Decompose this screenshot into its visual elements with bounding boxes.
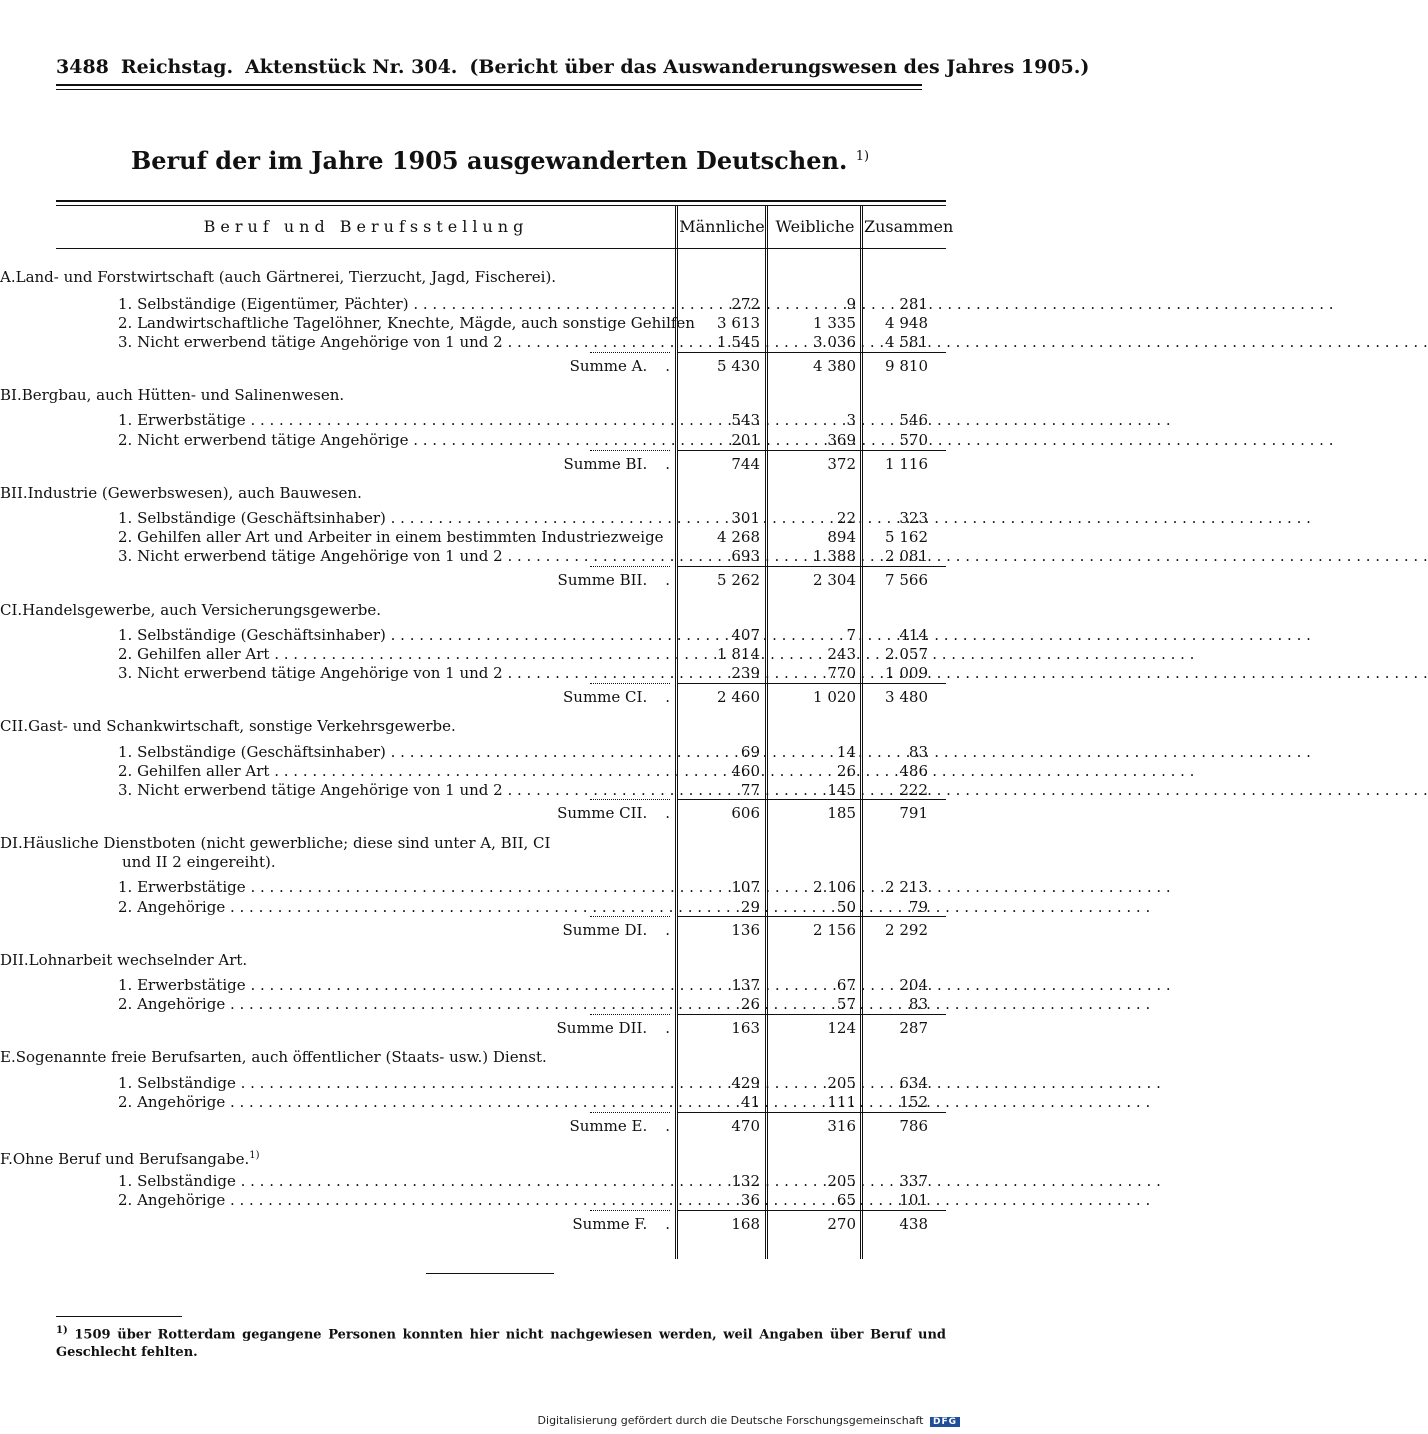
table-row xyxy=(0,547,1000,566)
sum-row xyxy=(0,1117,1000,1136)
male-count: 429 xyxy=(731,1074,760,1092)
row-label xyxy=(0,951,247,970)
female-count: 2 106 xyxy=(813,878,856,896)
female-count: 65 xyxy=(836,1191,856,1209)
total-count: 4 948 xyxy=(885,314,928,332)
table-row xyxy=(0,878,1000,897)
table-row xyxy=(0,411,1000,430)
table-header-rule xyxy=(56,248,946,249)
row-label-text: 1. Erwerbstätige xyxy=(118,878,246,896)
row-label xyxy=(0,834,550,853)
table-title-text: Beruf der im Jahre 1905 ausgewanderten Deutschen. xyxy=(130,146,848,175)
sum-rule-dotted xyxy=(590,916,670,917)
female-count: 270 xyxy=(827,1215,856,1233)
row-label xyxy=(0,386,344,405)
row-label xyxy=(118,743,668,762)
female-count: 9 xyxy=(846,295,856,313)
row-label xyxy=(118,314,695,333)
sum-rule-dotted xyxy=(590,450,670,451)
male-count: 5 262 xyxy=(717,571,760,589)
table-title xyxy=(0,146,1000,175)
table-row xyxy=(0,1074,1000,1093)
female-count: 26 xyxy=(836,762,856,780)
male-count: 77 xyxy=(740,781,760,799)
total-count: 9 810 xyxy=(885,357,928,375)
table-row xyxy=(0,1191,1000,1210)
table-row xyxy=(0,995,1000,1014)
header-total: Zusammen xyxy=(864,217,954,236)
row-label xyxy=(0,268,556,287)
sum-rule-dotted xyxy=(590,683,670,684)
row-label-text: 1. Erwerbstätige xyxy=(118,411,246,429)
row-label-text: Summe CI. xyxy=(563,688,648,706)
row-label xyxy=(118,626,668,645)
header-beruf: Beruf und Berufsstellung xyxy=(203,217,529,236)
sum-row xyxy=(0,455,1000,474)
section-row xyxy=(0,1146,1000,1168)
female-count: 50 xyxy=(836,898,856,916)
sum-rule-dotted xyxy=(590,352,670,353)
total-count: 486 xyxy=(899,762,928,780)
section-row xyxy=(0,484,1000,503)
total-count: 222 xyxy=(899,781,928,799)
section-row xyxy=(0,268,1000,287)
row-label xyxy=(0,484,362,503)
row-label-text: Bergbau, auch Hütten- und Salinenwesen. xyxy=(21,386,345,404)
total-count: 281 xyxy=(899,295,928,313)
section-code: CI. xyxy=(0,601,23,619)
row-label-text: Lohnarbeit wechselnder Art. xyxy=(28,951,248,969)
female-count: 770 xyxy=(827,664,856,682)
institution: Reichstag. xyxy=(120,56,234,78)
sum-rule xyxy=(678,799,946,800)
female-count: 1 020 xyxy=(813,688,856,706)
male-count: 132 xyxy=(731,1172,760,1190)
table-row xyxy=(0,333,1000,352)
total-count: 2 081 xyxy=(885,547,928,565)
total-count: 786 xyxy=(899,1117,928,1135)
row-label-text: 1. Selbständige (Geschäftsinhaber) xyxy=(118,743,386,761)
female-count: 185 xyxy=(827,804,856,822)
section-code: F. xyxy=(0,1150,13,1168)
female-count: 22 xyxy=(836,509,856,527)
sum-rule xyxy=(678,1014,946,1015)
section-code: DII. xyxy=(0,951,29,969)
row-label-text: 2. Landwirtschaftliche Tagelöhner, Knechte, Mägde, auch sonstige Gehilfen xyxy=(118,314,695,332)
row-label-text: 2. Angehörige xyxy=(118,995,226,1013)
female-count: 2 304 xyxy=(813,571,856,589)
total-count: 287 xyxy=(899,1019,928,1037)
female-count: 2 156 xyxy=(813,921,856,939)
female-count: 243 xyxy=(827,645,856,663)
total-count: 101 xyxy=(899,1191,928,1209)
male-count: 606 xyxy=(731,804,760,822)
row-label-text: 1. Selbständige (Geschäftsinhaber) xyxy=(118,509,386,527)
sum-rule xyxy=(678,1210,946,1211)
total-count: 438 xyxy=(899,1215,928,1233)
section-row xyxy=(0,717,1000,736)
sum-leader: . xyxy=(665,357,670,375)
row-label-text: 3. Nicht erwerbend tätige Angehörige von 1 und 2 xyxy=(118,781,503,799)
row-label-text: Summe BII. xyxy=(557,571,648,589)
female-count: 124 xyxy=(827,1019,856,1037)
male-count: 4 268 xyxy=(717,528,760,546)
document-reference: Aktenstück Nr. 304. xyxy=(245,56,458,78)
row-label xyxy=(118,528,668,547)
sum-leader: . xyxy=(665,804,670,822)
row-label-text: 3. Nicht erwerbend tätige Angehörige von 1 und 2 xyxy=(118,333,503,351)
row-label-text: 2. Angehörige xyxy=(118,1093,226,1111)
row-label xyxy=(118,645,668,664)
sum-row xyxy=(0,571,1000,590)
sum-row xyxy=(0,1215,1000,1234)
row-label xyxy=(0,1048,547,1067)
sum-rule xyxy=(678,1112,946,1113)
female-count: 67 xyxy=(836,976,856,994)
sum-label xyxy=(400,1019,670,1038)
row-label-text: 2. Gehilfen aller Art xyxy=(118,645,270,663)
total-count: 2 213 xyxy=(885,878,928,896)
male-count: 36 xyxy=(740,1191,760,1209)
section-row xyxy=(0,601,1000,620)
sum-label xyxy=(400,921,670,940)
total-count: 79 xyxy=(908,898,928,916)
total-count: 7 566 xyxy=(885,571,928,589)
row-label xyxy=(80,853,670,872)
sum-label xyxy=(400,804,670,823)
row-label-text: Sogenannte freie Berufsarten, auch öffentlicher (Staats- usw.) Dienst. xyxy=(15,1048,547,1066)
row-label xyxy=(0,717,456,736)
section-row xyxy=(0,951,1000,970)
female-count: 57 xyxy=(836,995,856,1013)
row-label-text: Gast- und Schankwirtschaft, sonstige Verkehrsgewerbe. xyxy=(28,717,456,735)
table-row xyxy=(0,431,1000,450)
total-count: 791 xyxy=(899,804,928,822)
digitization-text: Digitalisierung gefördert durch die Deutsche Forschungsgemeinschaft xyxy=(537,1414,924,1427)
report-subject: (Bericht über das Auswanderungswesen des Jahres 1905.) xyxy=(469,56,1090,78)
male-count: 301 xyxy=(731,509,760,527)
male-count: 239 xyxy=(731,664,760,682)
row-label xyxy=(118,995,668,1014)
row-label xyxy=(118,781,668,800)
section-code: BII. xyxy=(0,484,28,502)
row-label-text: 1. Selbständige (Eigentümer, Pächter) xyxy=(118,295,409,313)
footnote-text: 1509 über Rotterdam gegangene Personen konnten hier nicht nachgewiesen werden, weil Angaben über Beruf und Geschlecht fehlten. xyxy=(56,1327,947,1361)
running-head xyxy=(56,56,1090,86)
sum-leader: . xyxy=(665,1019,670,1037)
sum-label xyxy=(400,1117,670,1136)
dfg-logo: DFG xyxy=(930,1417,960,1427)
male-count: 41 xyxy=(740,1093,760,1111)
female-count: 111 xyxy=(827,1093,856,1111)
row-label-text: Summe DII. xyxy=(556,1019,648,1037)
sum-rule xyxy=(678,566,946,567)
male-count: 3 613 xyxy=(717,314,760,332)
male-count: 29 xyxy=(740,898,760,916)
total-count: 1 116 xyxy=(885,455,928,473)
table-row xyxy=(0,626,1000,645)
total-count: 546 xyxy=(899,411,928,429)
table-row xyxy=(0,1093,1000,1112)
row-label-text: 2. Angehörige xyxy=(118,898,226,916)
male-count: 470 xyxy=(731,1117,760,1135)
row-label xyxy=(118,333,668,352)
sum-row xyxy=(0,804,1000,823)
male-count: 168 xyxy=(731,1215,760,1233)
page-number: 3488 xyxy=(56,56,109,78)
female-count: 145 xyxy=(827,781,856,799)
male-count: 69 xyxy=(740,743,760,761)
table-row xyxy=(0,781,1000,800)
row-label-text: 2. Gehilfen aller Art und Arbeiter in einem bestimmten Industriezweige xyxy=(118,528,664,546)
section-row xyxy=(0,834,1000,853)
footnote-rule xyxy=(56,1316,182,1317)
row-label-text: Ohne Beruf und Berufsangabe. xyxy=(12,1150,250,1168)
male-count: 693 xyxy=(731,547,760,565)
sum-row xyxy=(0,688,1000,707)
row-label-text: 3. Nicht erwerbend tätige Angehörige von 1 und 2 xyxy=(118,664,503,682)
row-label-text: Summe E. xyxy=(569,1117,648,1135)
sum-rule-dotted xyxy=(590,799,670,800)
section-code: DI. xyxy=(0,834,23,852)
row-label xyxy=(118,664,668,683)
row-label-text: Summe F. xyxy=(572,1215,648,1233)
total-count: 414 xyxy=(899,626,928,644)
row-label-text: 2. Gehilfen aller Art xyxy=(118,762,270,780)
row-label-text: und II 2 eingereiht). xyxy=(122,853,276,871)
section-row xyxy=(0,1048,1000,1067)
section-row xyxy=(0,853,1000,872)
row-label xyxy=(118,1191,668,1210)
sum-rule-dotted xyxy=(590,1112,670,1113)
total-count: 337 xyxy=(899,1172,928,1190)
sum-row xyxy=(0,921,1000,940)
row-label-text: Handelsgewerbe, auch Versicherungsgewerbe. xyxy=(22,601,381,619)
row-label xyxy=(118,976,668,995)
female-count: 3 xyxy=(846,411,856,429)
male-count: 460 xyxy=(731,762,760,780)
female-count: 316 xyxy=(827,1117,856,1135)
title-footnote-mark: 1) xyxy=(855,149,870,164)
footnote xyxy=(56,1322,946,1362)
row-label-text: 1. Selbständige xyxy=(118,1074,236,1092)
table-row xyxy=(0,1172,1000,1191)
total-count: 323 xyxy=(899,509,928,527)
male-count: 5 430 xyxy=(717,357,760,375)
male-count: 272 xyxy=(731,295,760,313)
table-row xyxy=(0,509,1000,528)
table-row xyxy=(0,762,1000,781)
table-row xyxy=(0,976,1000,995)
male-count: 407 xyxy=(731,626,760,644)
row-label-text: 2. Angehörige xyxy=(118,1191,226,1209)
female-count: 4 380 xyxy=(813,357,856,375)
sum-leader: . xyxy=(665,455,670,473)
male-count: 2 460 xyxy=(717,688,760,706)
female-count: 3 036 xyxy=(813,333,856,351)
header-rule-thin xyxy=(56,89,922,90)
male-count: 744 xyxy=(731,455,760,473)
row-label xyxy=(118,411,668,430)
section-code: BI. xyxy=(0,386,22,404)
table-row xyxy=(0,528,1000,547)
section-row xyxy=(0,386,1000,405)
female-count: 205 xyxy=(827,1074,856,1092)
total-count: 3 480 xyxy=(885,688,928,706)
row-label xyxy=(118,295,668,314)
total-count: 634 xyxy=(899,1074,928,1092)
female-count: 369 xyxy=(827,431,856,449)
row-label-text: 3. Nicht erwerbend tätige Angehörige von 1 und 2 xyxy=(118,547,503,565)
sum-rule-dotted xyxy=(590,1014,670,1015)
sum-rule xyxy=(678,683,946,684)
total-count: 83 xyxy=(908,995,928,1013)
row-label-text: 1. Erwerbstätige xyxy=(118,976,246,994)
table-row xyxy=(0,314,1000,333)
sum-row xyxy=(0,1019,1000,1038)
sum-rule xyxy=(678,352,946,353)
row-label xyxy=(118,1172,668,1191)
total-count: 4 581 xyxy=(885,333,928,351)
female-count: 372 xyxy=(827,455,856,473)
header-male: Männliche xyxy=(679,217,765,236)
sum-rule xyxy=(678,916,946,917)
row-label-text: Summe A. xyxy=(569,357,648,375)
sum-rule-dotted xyxy=(590,566,670,567)
row-label xyxy=(118,878,668,897)
total-count: 204 xyxy=(899,976,928,994)
sum-leader: . xyxy=(665,1117,670,1135)
table-end-rule xyxy=(426,1273,554,1274)
row-label xyxy=(0,601,381,620)
row-label-text: Summe DI. xyxy=(562,921,648,939)
header-female: Weibliche xyxy=(775,217,855,236)
female-count: 205 xyxy=(827,1172,856,1190)
table-row xyxy=(0,743,1000,762)
male-count: 137 xyxy=(731,976,760,994)
row-footnote-mark: 1) xyxy=(249,1150,260,1161)
row-label xyxy=(118,1074,668,1093)
table-row xyxy=(0,295,1000,314)
sum-row xyxy=(0,357,1000,376)
table-top-rule xyxy=(56,200,946,202)
male-count: 136 xyxy=(731,921,760,939)
total-count: 83 xyxy=(908,743,928,761)
row-label xyxy=(0,1146,260,1169)
female-count: 894 xyxy=(827,528,856,546)
male-count: 1 545 xyxy=(717,333,760,351)
row-label-text: 2. Nicht erwerbend tätige Angehörige xyxy=(118,431,409,449)
header-rule xyxy=(56,84,922,86)
total-count: 1 009 xyxy=(885,664,928,682)
male-count: 201 xyxy=(731,431,760,449)
row-label-text: Land- und Forstwirtschaft (auch Gärtnerei, Tierzucht, Jagd, Fischerei). xyxy=(15,268,557,286)
sum-label xyxy=(400,688,670,707)
male-count: 26 xyxy=(740,995,760,1013)
sum-rule xyxy=(678,450,946,451)
total-count: 2 057 xyxy=(885,645,928,663)
sum-label xyxy=(400,455,670,474)
sum-label xyxy=(400,357,670,376)
digitization-note xyxy=(538,1414,960,1427)
row-label-text: Summe CII. xyxy=(557,804,648,822)
male-count: 1 814 xyxy=(717,645,760,663)
row-label xyxy=(118,898,668,917)
row-label-text: 1. Selbständige (Geschäftsinhaber) xyxy=(118,626,386,644)
sum-rule-dotted xyxy=(590,1210,670,1211)
section-code: E. xyxy=(0,1048,16,1066)
total-count: 2 292 xyxy=(885,921,928,939)
row-label-text: Häusliche Dienstboten (nicht gewerbliche; diese sind unter A, BII, CI xyxy=(22,834,551,852)
section-code: CII. xyxy=(0,717,29,735)
male-count: 107 xyxy=(731,878,760,896)
female-count: 7 xyxy=(846,626,856,644)
table-row xyxy=(0,664,1000,683)
female-count: 14 xyxy=(836,743,856,761)
table-row xyxy=(0,645,1000,664)
row-label xyxy=(118,1093,668,1112)
row-label xyxy=(118,762,668,781)
sum-leader: . xyxy=(665,688,670,706)
row-label-text: Industrie (Gewerbswesen), auch Bauwesen. xyxy=(27,484,362,502)
male-count: 543 xyxy=(731,411,760,429)
total-count: 152 xyxy=(899,1093,928,1111)
female-count: 1 335 xyxy=(813,314,856,332)
total-count: 570 xyxy=(899,431,928,449)
female-count: 1 388 xyxy=(813,547,856,565)
table-row xyxy=(0,898,1000,917)
row-label xyxy=(118,431,668,450)
row-label-text: Summe BI. xyxy=(563,455,648,473)
row-label-text: 1. Selbständige xyxy=(118,1172,236,1190)
section-code: A. xyxy=(0,268,16,286)
male-count: 163 xyxy=(731,1019,760,1037)
sum-label xyxy=(400,571,670,590)
sum-label xyxy=(400,1215,670,1234)
footnote-mark: 1) xyxy=(56,1325,68,1336)
sum-leader: . xyxy=(665,1215,670,1233)
total-count: 5 162 xyxy=(885,528,928,546)
sum-leader: . xyxy=(665,571,670,589)
sum-leader: . xyxy=(665,921,670,939)
row-label xyxy=(118,547,668,566)
row-label xyxy=(118,509,668,528)
